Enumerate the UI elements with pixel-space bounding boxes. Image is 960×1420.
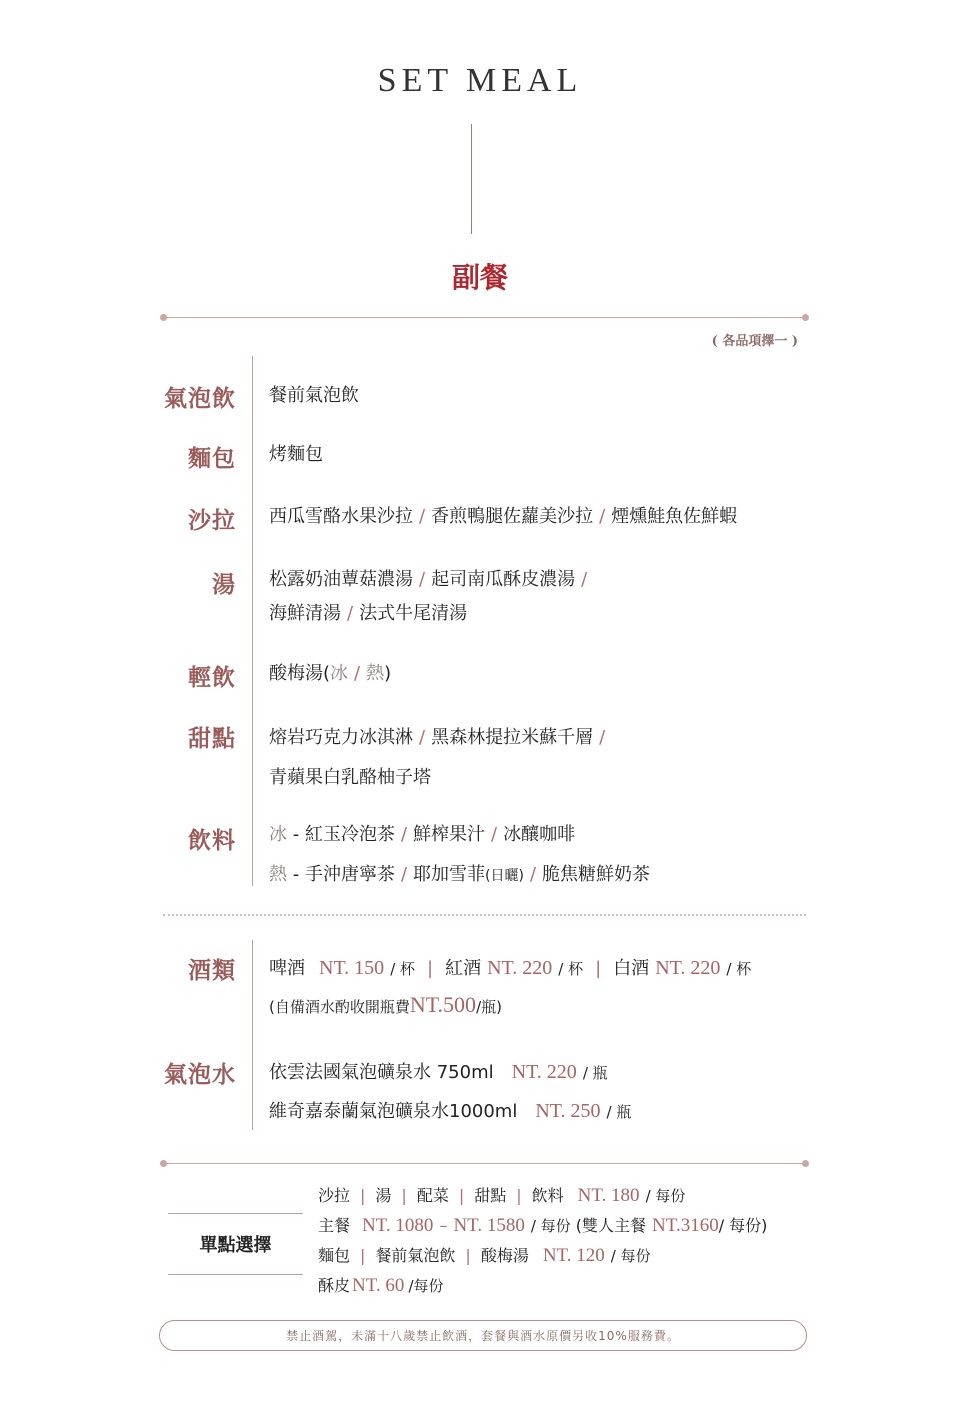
category-sparkling-water: 氣泡水	[164, 1061, 236, 1088]
item-price: NT. 180	[577, 1185, 640, 1206]
bottom-divider	[163, 1163, 806, 1164]
item-text: 麵包	[318, 1246, 351, 1265]
category-soup: 湯	[212, 571, 236, 598]
item-text: 香煎鴨腿佐蘿美沙拉	[431, 506, 594, 527]
separator: /	[347, 603, 354, 624]
unit: / 每份	[645, 1187, 686, 1205]
separator: |	[465, 1246, 471, 1265]
item-text: 湯	[375, 1186, 392, 1205]
separator: /	[491, 824, 498, 845]
unit: / 瓶	[606, 1103, 632, 1121]
category-light-drink: 輕飲	[188, 664, 236, 691]
separator: |	[516, 1186, 522, 1205]
separator: /	[419, 569, 426, 590]
separator: /	[419, 506, 426, 527]
item-text: 手沖唐寧茶	[304, 864, 395, 885]
item-text: 海鮮清湯	[269, 603, 341, 624]
corkage-price: NT.500	[409, 992, 477, 1017]
item-price-low: NT. 1080	[362, 1215, 434, 1236]
unit: / 杯	[726, 960, 752, 978]
paren-close: )	[384, 663, 392, 684]
separator: /	[400, 824, 408, 845]
item-text: 甜點	[474, 1186, 507, 1205]
item-text: 熔岩巧克力冰淇淋	[269, 727, 413, 748]
item-text: 主餐	[318, 1216, 351, 1235]
category-alcohol: 酒類	[188, 957, 236, 984]
corkage-prefix: (自備酒水酌收開瓶費	[269, 998, 410, 1016]
item-text: 依雲法國氣泡礦泉水 750ml	[269, 1062, 494, 1083]
separator: |	[360, 1246, 366, 1265]
item-price: NT. 120	[542, 1245, 605, 1266]
item-price-high: NT. 1580	[453, 1215, 525, 1236]
a-la-carte-row-3	[318, 1241, 651, 1271]
separator: /	[354, 663, 361, 684]
item-text: 維奇嘉泰蘭氣泡礦泉水1000ml	[269, 1101, 518, 1122]
separator: |	[427, 958, 434, 979]
beer-label: 啤酒	[269, 958, 305, 979]
menu-title: SET MEAL	[377, 62, 583, 99]
separator: /	[581, 569, 588, 590]
item-text: 起司南瓜酥皮濃湯	[431, 569, 576, 590]
item-text: 法式牛尾清湯	[359, 603, 468, 624]
cold-prefix: 冰	[269, 824, 287, 845]
dessert-items	[269, 718, 611, 798]
category-dessert: 甜點	[188, 725, 236, 752]
item-text: 酥皮	[318, 1276, 351, 1295]
item-text: 餐前氣泡飲	[269, 385, 359, 406]
ice-option: 冰	[330, 663, 349, 684]
item-text: 脆焦糖鮮奶茶	[542, 864, 651, 885]
item-text: 冰釀咖啡	[503, 824, 576, 845]
beverage-items: 冰 - 紅玉冷泡茶 / 鮮榨果汁 / 冰釀咖啡 熱 - 手沖唐寧茶 / 耶加雪菲(日曬) / 脆焦糖鮮奶茶	[269, 824, 651, 885]
bread-items	[269, 438, 323, 472]
title-divider-vertical	[471, 124, 472, 234]
item-text: 鮮榨果汁	[413, 824, 486, 845]
item-text: 飲料	[531, 1186, 564, 1205]
double-main-note-prefix: (雙人主餐	[575, 1216, 647, 1235]
red-wine-price: NT. 220	[487, 957, 553, 979]
red-wine-label: 紅酒	[445, 958, 482, 979]
hot-option: 熱	[366, 663, 385, 684]
item-text: 耶加雪菲	[413, 864, 486, 885]
a-la-carte-row-2	[318, 1211, 767, 1241]
item-text: 酸梅湯	[480, 1246, 529, 1265]
item-text: 西瓜雪酪水果沙拉	[269, 506, 413, 527]
separator: |	[595, 958, 602, 979]
footer-disclaimer	[159, 1320, 807, 1351]
choose-one-note: ( 各品項擇一 )	[711, 334, 798, 349]
hot-note: (日曬)	[485, 868, 524, 884]
section-title: 副餐	[451, 261, 508, 294]
column-divider-sides	[252, 356, 253, 886]
separator: /	[529, 864, 537, 885]
unit: / 杯	[390, 960, 416, 978]
alcohol-items	[269, 950, 751, 1025]
category-sparkling-drink: 氣泡飲	[164, 385, 236, 412]
unit: / 每份	[610, 1247, 651, 1265]
paren-open: (	[323, 663, 331, 684]
item-text: 黑森林提拉米蘇千層	[431, 727, 594, 748]
separator: /	[599, 506, 606, 527]
item-text: 紅玉冷泡茶	[304, 824, 395, 845]
dotted-divider	[163, 914, 806, 916]
double-main-price: NT.3160	[652, 1215, 719, 1236]
item-text: 酸梅湯	[269, 663, 323, 684]
separator: /	[400, 864, 408, 885]
category-salad: 沙拉	[188, 507, 236, 534]
item-price: NT. 220	[511, 1061, 577, 1083]
category-beverage: 飲料	[188, 827, 236, 854]
beer-price: NT. 150	[319, 957, 385, 979]
item-text: 烤麵包	[269, 444, 323, 465]
unit: / 杯	[558, 960, 584, 978]
soup-items	[269, 563, 593, 631]
a-la-carte-row-4	[318, 1271, 444, 1301]
a-la-carte-label: 單點選擇	[168, 1213, 303, 1275]
white-wine-label: 白酒	[613, 958, 650, 979]
unit: /每份	[408, 1277, 444, 1295]
sparkling-water-items	[269, 1053, 631, 1131]
item-price: NT. 60	[352, 1275, 405, 1296]
white-wine-price: NT. 220	[655, 957, 721, 979]
separator: |	[401, 1186, 407, 1205]
footer-text: 禁止酒駕，未滿十八歲禁止飲酒，套餐與酒水原價另收10%服務費。	[286, 1329, 680, 1343]
column-divider-drinks	[252, 940, 253, 1130]
item-text: 餐前氣泡飲	[375, 1246, 456, 1265]
unit: / 每份	[530, 1217, 571, 1235]
a-la-carte-row-1	[318, 1181, 685, 1211]
separator: |	[360, 1186, 366, 1205]
hot-prefix: 熱	[269, 864, 287, 885]
separator: |	[458, 1186, 465, 1205]
separator: /	[599, 727, 606, 748]
item-text: 青蘋果白乳酪柚子塔	[269, 767, 431, 788]
category-bread: 麵包	[188, 445, 236, 472]
salad-items	[269, 500, 737, 534]
item-price: NT. 250	[535, 1100, 601, 1122]
item-text: 沙拉	[318, 1186, 351, 1205]
corkage-suffix: /瓶)	[476, 998, 502, 1016]
range-dash: –	[439, 1216, 448, 1235]
sparkling-drink-items	[269, 379, 359, 413]
separator: /	[419, 727, 426, 748]
top-divider	[163, 317, 806, 318]
item-text: 松露奶油蕈菇濃湯	[269, 569, 413, 590]
light-drink-items	[269, 657, 391, 691]
item-text: 配菜	[416, 1186, 449, 1205]
item-text: 煙燻鮭魚佐鮮蝦	[611, 506, 738, 527]
double-main-note-suffix: / 每份)	[718, 1216, 768, 1235]
unit: / 瓶	[582, 1064, 608, 1082]
